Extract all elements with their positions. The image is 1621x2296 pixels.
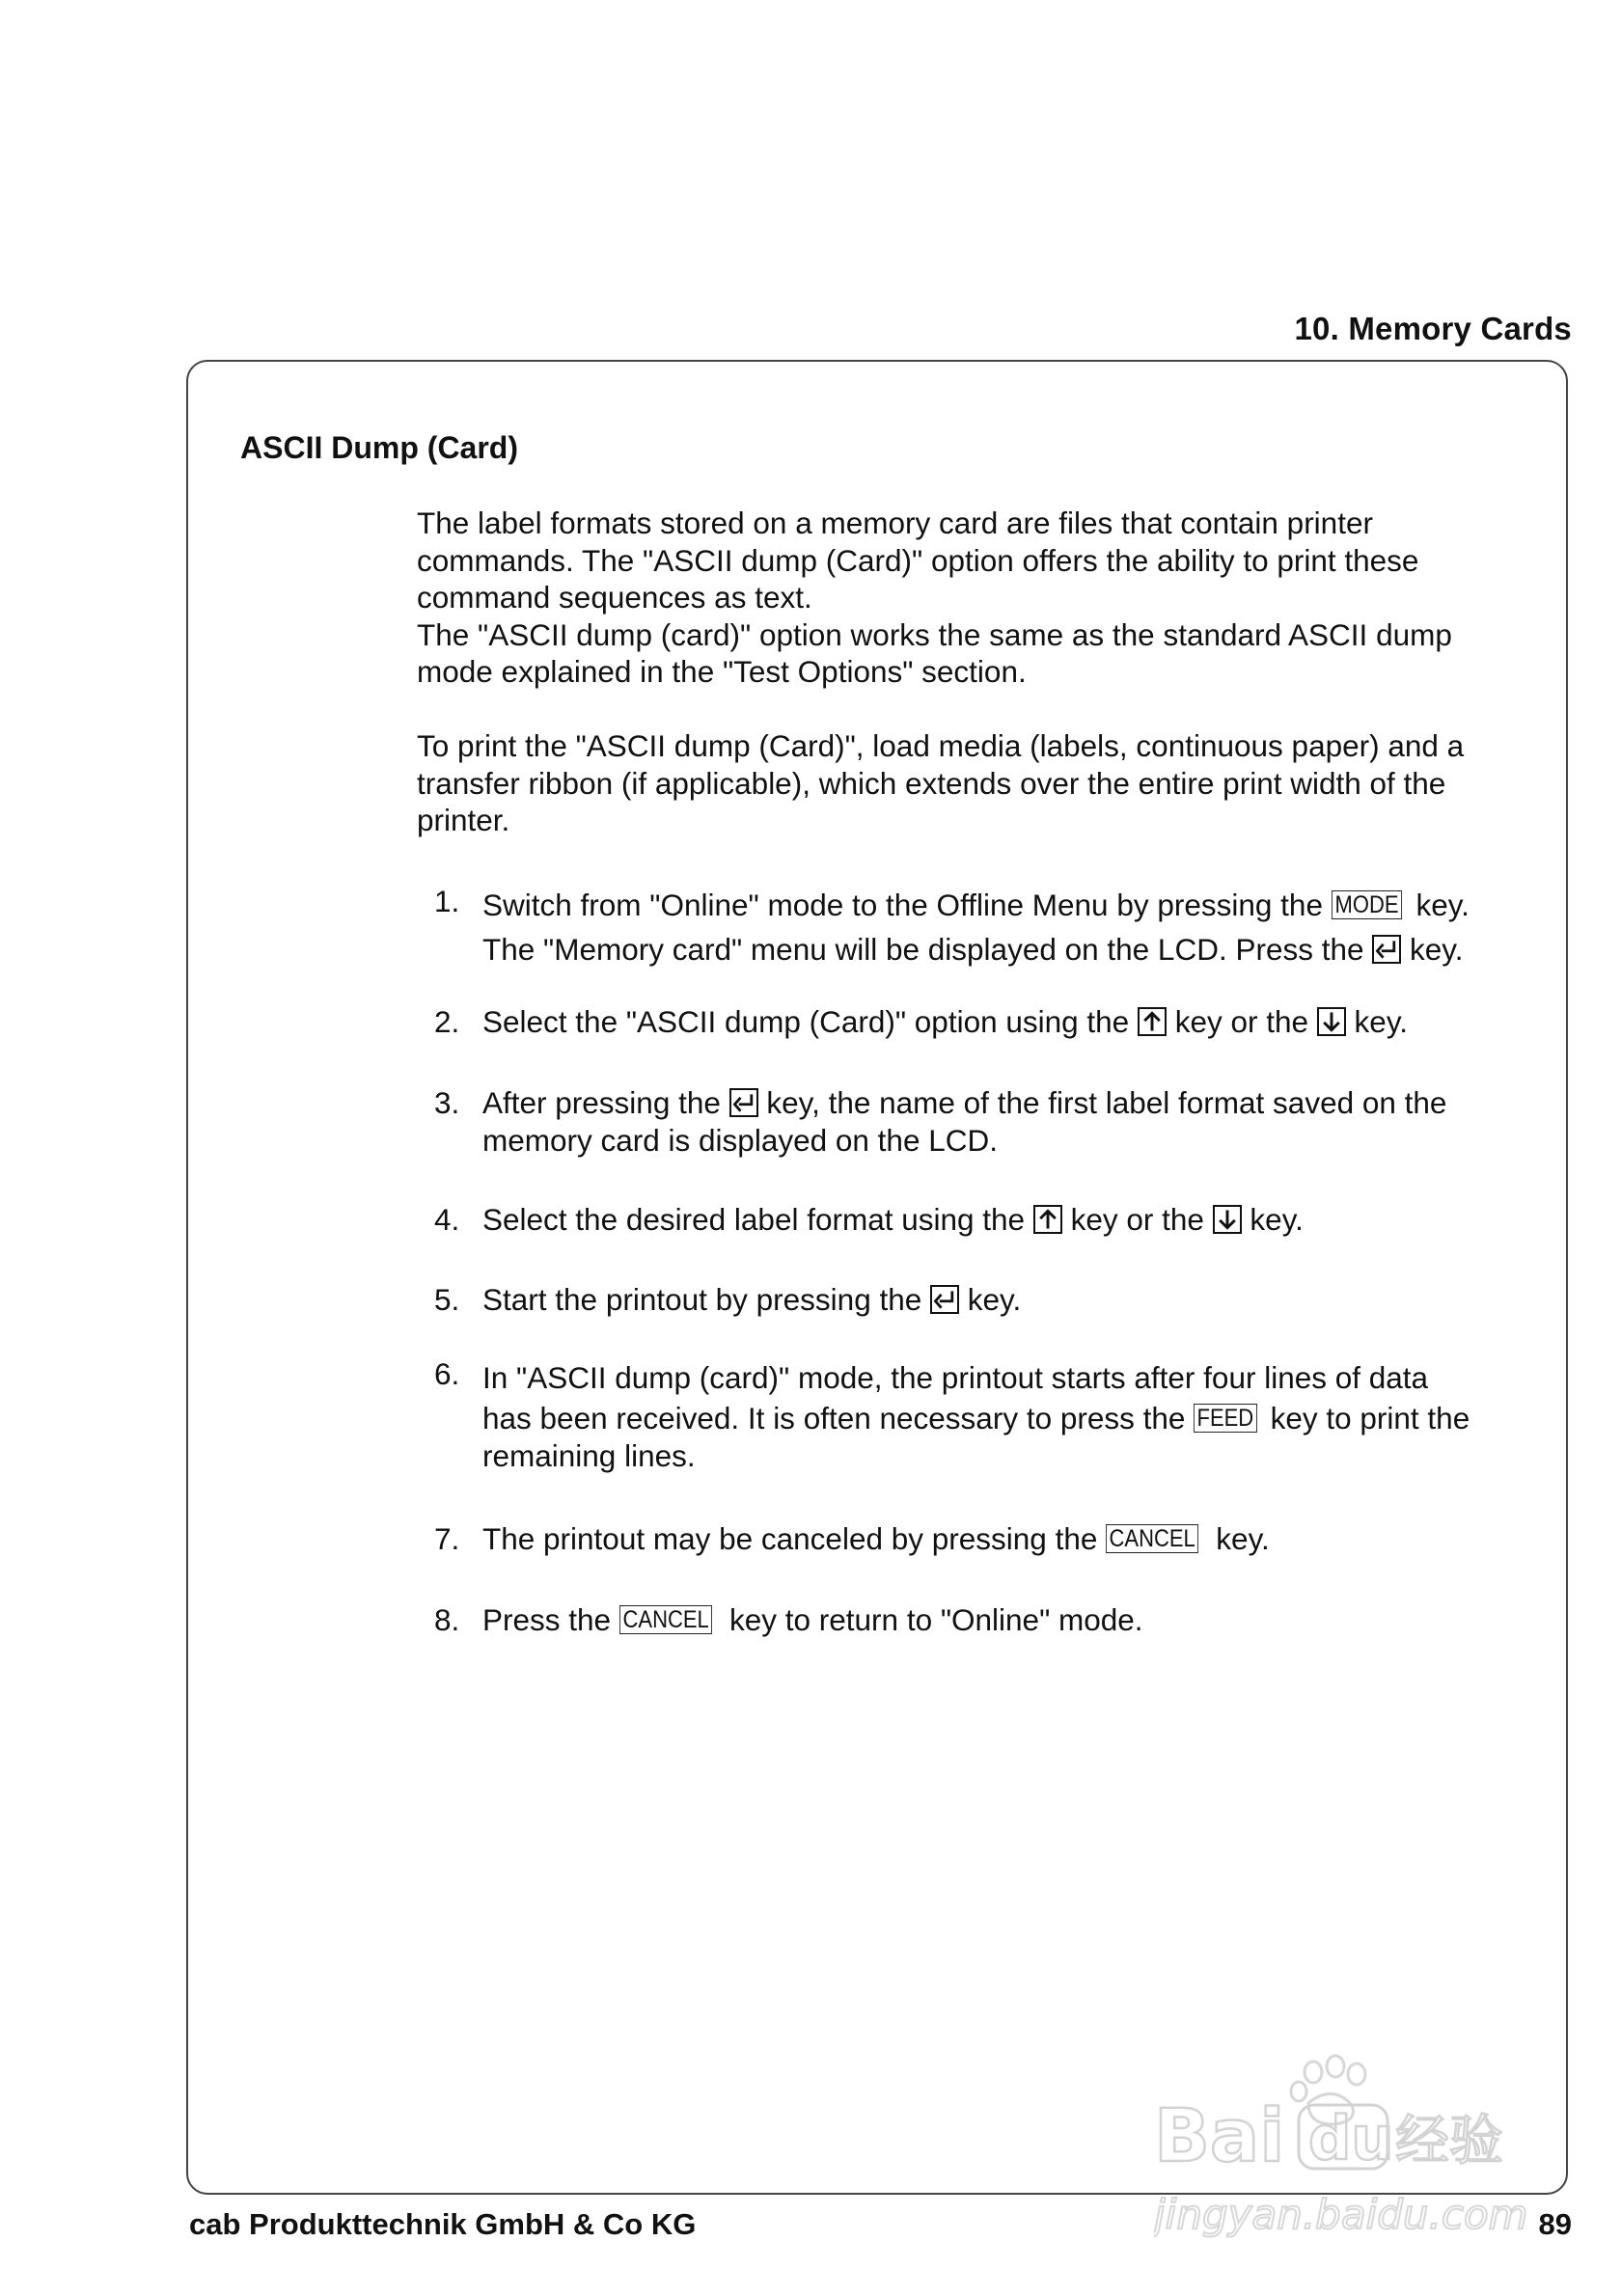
- step-text: Start the printout by pressing the: [482, 1282, 931, 1317]
- step-text: Switch from "Online" mode to the Offline Menu by pressing the: [482, 888, 1332, 922]
- step-number: 8.: [434, 1602, 460, 1637]
- step-text: key or the: [1166, 1004, 1317, 1039]
- enter-key-icon: [1372, 935, 1401, 964]
- intro-paragraph-1: [417, 505, 1526, 691]
- svg-text:经验: 经验: [1395, 2110, 1503, 2173]
- mode-key: MODE: [1332, 890, 1402, 919]
- intro-line: The "ASCII dump (card)" option works the same as the standard ASCII dump: [417, 616, 1452, 652]
- step-text: has been received. It is often necessary to press the: [482, 1401, 1195, 1435]
- up-arrow-key-icon: [1138, 1007, 1167, 1036]
- section-title: ASCII Dump (Card): [240, 430, 518, 465]
- intro-line: mode explained in the "Test Options" section.: [417, 654, 1027, 689]
- enter-key-icon: [930, 1285, 959, 1314]
- step-text: remaining lines.: [482, 1437, 696, 1473]
- enter-key-icon: [729, 1088, 758, 1117]
- step-text: In "ASCII dump (card)" mode, the printout starts after four lines of data: [482, 1360, 1429, 1395]
- step-text: key.: [1401, 932, 1464, 967]
- step-number: 4.: [434, 1202, 460, 1237]
- step-text: key.: [1407, 888, 1470, 922]
- feed-key: FEED: [1194, 1404, 1257, 1433]
- step-text: key.: [1207, 1521, 1270, 1556]
- step-number: 6.: [434, 1356, 460, 1391]
- step-text: Select the "ASCII dump (Card)" option using the: [482, 1004, 1138, 1039]
- step-number: 5.: [434, 1282, 460, 1317]
- step-text: key to return to "Online" mode.: [721, 1602, 1143, 1637]
- step-text: key.: [1241, 1202, 1304, 1237]
- svg-text:jingyan.baidu.com: jingyan.baidu.com: [1154, 2191, 1528, 2238]
- step-text: key, the name of the first label format saved on the: [757, 1085, 1447, 1120]
- baidu-watermark-logo: [1154, 2045, 1540, 2238]
- step-text: The printout may be canceled by pressing the: [482, 1521, 1107, 1556]
- step-number: 1.: [434, 884, 460, 918]
- intro-line: The label formats stored on a memory card are files that contain printer: [417, 506, 1373, 540]
- chapter-title: 10. Memory Cards: [1294, 311, 1572, 346]
- step-text: key to print the: [1261, 1401, 1470, 1435]
- intro-line: command sequences as text.: [417, 580, 812, 615]
- svg-text:Bai: Bai: [1154, 2092, 1285, 2178]
- cancel-key: CANCEL: [1106, 1524, 1198, 1553]
- up-arrow-key-icon: [1033, 1205, 1062, 1234]
- intro-line: transfer ribbon (if applicable), which extends over the entire print width of the: [417, 765, 1446, 801]
- step-text: After pressing the: [482, 1085, 729, 1120]
- step-number: 2.: [434, 1004, 460, 1039]
- page-number: 89: [1538, 2207, 1572, 2241]
- step-number: 3.: [434, 1085, 460, 1120]
- step-text: The "Memory card" menu will be displayed on the LCD. Press the: [482, 932, 1373, 967]
- step-text: Press the: [482, 1602, 619, 1637]
- down-arrow-key-icon: [1213, 1205, 1242, 1234]
- cancel-key: CANCEL: [619, 1605, 712, 1634]
- step-text: Select the desired label format using the: [482, 1202, 1033, 1237]
- intro-line: commands. The "ASCII dump (Card)" option offers the ability to print these: [417, 542, 1419, 578]
- step-number: 7.: [434, 1521, 460, 1556]
- down-arrow-key-icon: [1317, 1007, 1346, 1036]
- intro-paragraph-2: [417, 727, 1526, 839]
- intro-line: printer.: [417, 803, 510, 837]
- footer-company: cab Produkttechnik GmbH & Co KG: [189, 2207, 697, 2241]
- step-text: key.: [1345, 1004, 1408, 1039]
- step-text: memory card is displayed on the LCD.: [482, 1122, 998, 1158]
- step-text: key or the: [1061, 1202, 1213, 1237]
- intro-line: To print the "ASCII dump (Card)", load media (labels, continuous paper) and a: [417, 728, 1465, 763]
- svg-text:du: du: [1308, 2103, 1394, 2173]
- step-text: key.: [959, 1282, 1022, 1317]
